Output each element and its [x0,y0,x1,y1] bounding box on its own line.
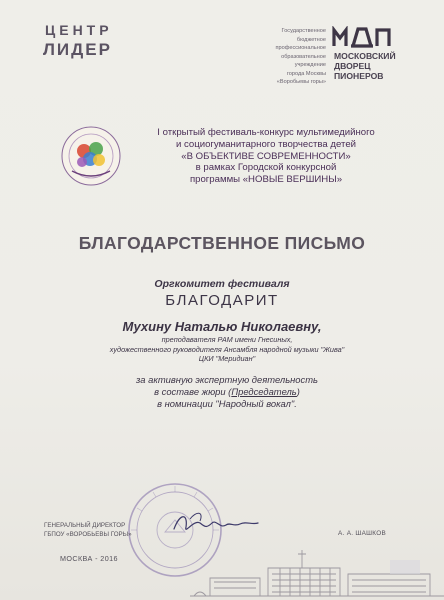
institution-line: бюджетное [296,36,326,43]
merit-text [60,374,394,409]
organizer-line: Оргкомитет фестиваля [154,278,290,290]
leader-label: ЛИДЕР [43,40,112,59]
center-label: ЦЕНТР [45,22,113,38]
recipient-position [60,335,394,364]
mdp-logo-icon [332,26,392,48]
festival-line: в рамках Городской конкурсной [195,162,337,174]
festival-line: и социогуманитарного творчества детей [175,138,357,150]
merit-suffix: ) [296,385,300,397]
institution-line: учреждение [294,62,326,68]
festival-emblem-icon [60,125,122,187]
city-year: МОСКВА - 2016 [60,554,118,563]
position-line: художественного руководителя Ансамбля народной музыки "Жива" [109,344,345,354]
festival-line: программы «НОВЫЕ ВЕРШИНЫ» [189,174,343,186]
palace-name-line: МОСКОВСКИЙ [334,51,396,61]
merit-line: в номинации "Народный вокал". [157,397,297,409]
position-line: ЦКИ "Меридиан" [198,354,256,364]
institution-line: города Москвы [286,70,326,77]
recipient-name: Мухину Наталью Николаевну, [122,319,322,334]
palace-building-illustration-icon [190,548,444,600]
merit-prefix: в составе жюри ( [154,385,232,397]
director-line: ГБПОУ «ВОРОБЬЕВЫ ГОРЫ» [44,530,132,538]
festival-line: I открытый фестиваль-конкурс мультимедийного [157,127,375,138]
director-title [44,522,132,539]
position-line: преподавателя РАМ имени Гнесиных, [161,335,293,344]
merit-role: Председатель [231,385,297,397]
institution-line: профессиональное [275,45,326,51]
palace-name [334,51,396,82]
institution-line: образовательное [281,53,326,60]
thanks-line: БЛАГОДАРИТ [165,292,279,309]
institution-line: «Воробьевы горы» [276,79,326,85]
institution-description [250,27,326,87]
handwritten-signature-icon [170,505,260,541]
institution-line: Государственное [281,28,326,34]
merit-line: за активную экспертную деятельность [136,374,318,385]
festival-description [132,127,400,186]
letter-title: БЛАГОДАРСТВЕННОЕ ПИСЬМО [78,233,366,253]
director-line: ГЕНЕРАЛЬНЫЙ ДИРЕКТОР [44,522,126,529]
festival-line: «В ОБЪЕКТИВЕ СОВРЕМЕННОСТИ» [181,150,351,162]
palace-name-line: ПИОНЕРОВ [334,71,384,82]
director-name: А. А. ШАШКОВ [338,530,387,537]
palace-name-line: ДВОРЕЦ [334,61,371,72]
merit-line [60,386,394,398]
